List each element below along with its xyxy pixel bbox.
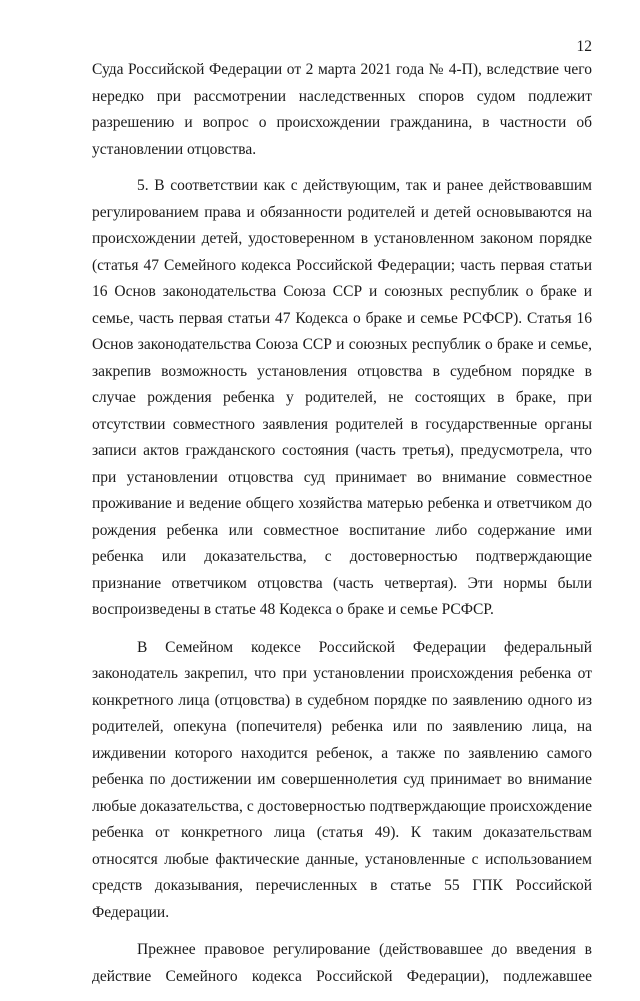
- paragraph-family-code: В Семейном кодексе Российской Федерации федеральный законодатель закрепил, что при установлении происхождения ребенка от конкретного лица (отцовства) в судебном порядке по заявлению одного из родителей, опекуна (попечителя) ребенка или по заявлению лица, на иждивении которого находится ребенок, а также по заявлению самого ребенка по достижении им совершеннолетия суд принимает во внимание любые доказательства, с достоверностью подтверждающие происхождение ребенка от конкретного лица (статья 49). К таким доказательствам относятся любые фактические данные, установленные с использованием средств доказывания, перечисленных в статье 55 ГПК Российской Федерации.: [92, 638, 592, 921]
- paragraph-prior-regulation: Прежнее правовое регулирование (действовавшее до введения в действие Семейного кодекса Российской Федерации), подлежавшее: [92, 941, 592, 985]
- document-body: [92, 57, 592, 1001]
- paragraph-section-5: 5. В соответствии как с действующим, так и ранее действовавшим регулированием права и обязанности родителей и детей основываются на происхождении детей, удостоверенном в установленном законом порядке (статья 47 Семейного кодекса Российской Федерации; часть первая статьи 16 Основ законодательства Союза ССР и союзных республик о браке и семье, часть первая статьи 47 Кодекса о браке и семье РСФСР). Статья 16 Основ законодательства Союза ССР и союзных республик о браке и семье, закрепив возможность установления отцовства в судебном порядке в случае рождения ребенка у родителей, не состоящих в браке, при отсутствии совместного заявления родителей в государственные органы записи актов гражданского состояния (часть третья), предусмотрела, что при установлении отцовства суд принимает во внимание совместное проживание и ведение общего хозяйства матерью ребенка и ответчиком до рождения ребенка или совместное воспитание либо содержание ими ребенка или доказательства, с достоверностью подтверждающие признание ответчиком отцовства (часть четвертая). Эти нормы были воспроизведены в статье 48 Кодекса о браке и семье РСФСР.: [92, 177, 592, 618]
- paragraph-continuation: Суда Российской Федерации от 2 марта 2021 года № 4-П), вследствие чего нередко при рассмотрении наследственных споров судом подлежит разрешению и вопрос о происхождении гражданина, в частности об установлении отцовства.: [92, 61, 592, 158]
- page-number: 12: [576, 38, 592, 55]
